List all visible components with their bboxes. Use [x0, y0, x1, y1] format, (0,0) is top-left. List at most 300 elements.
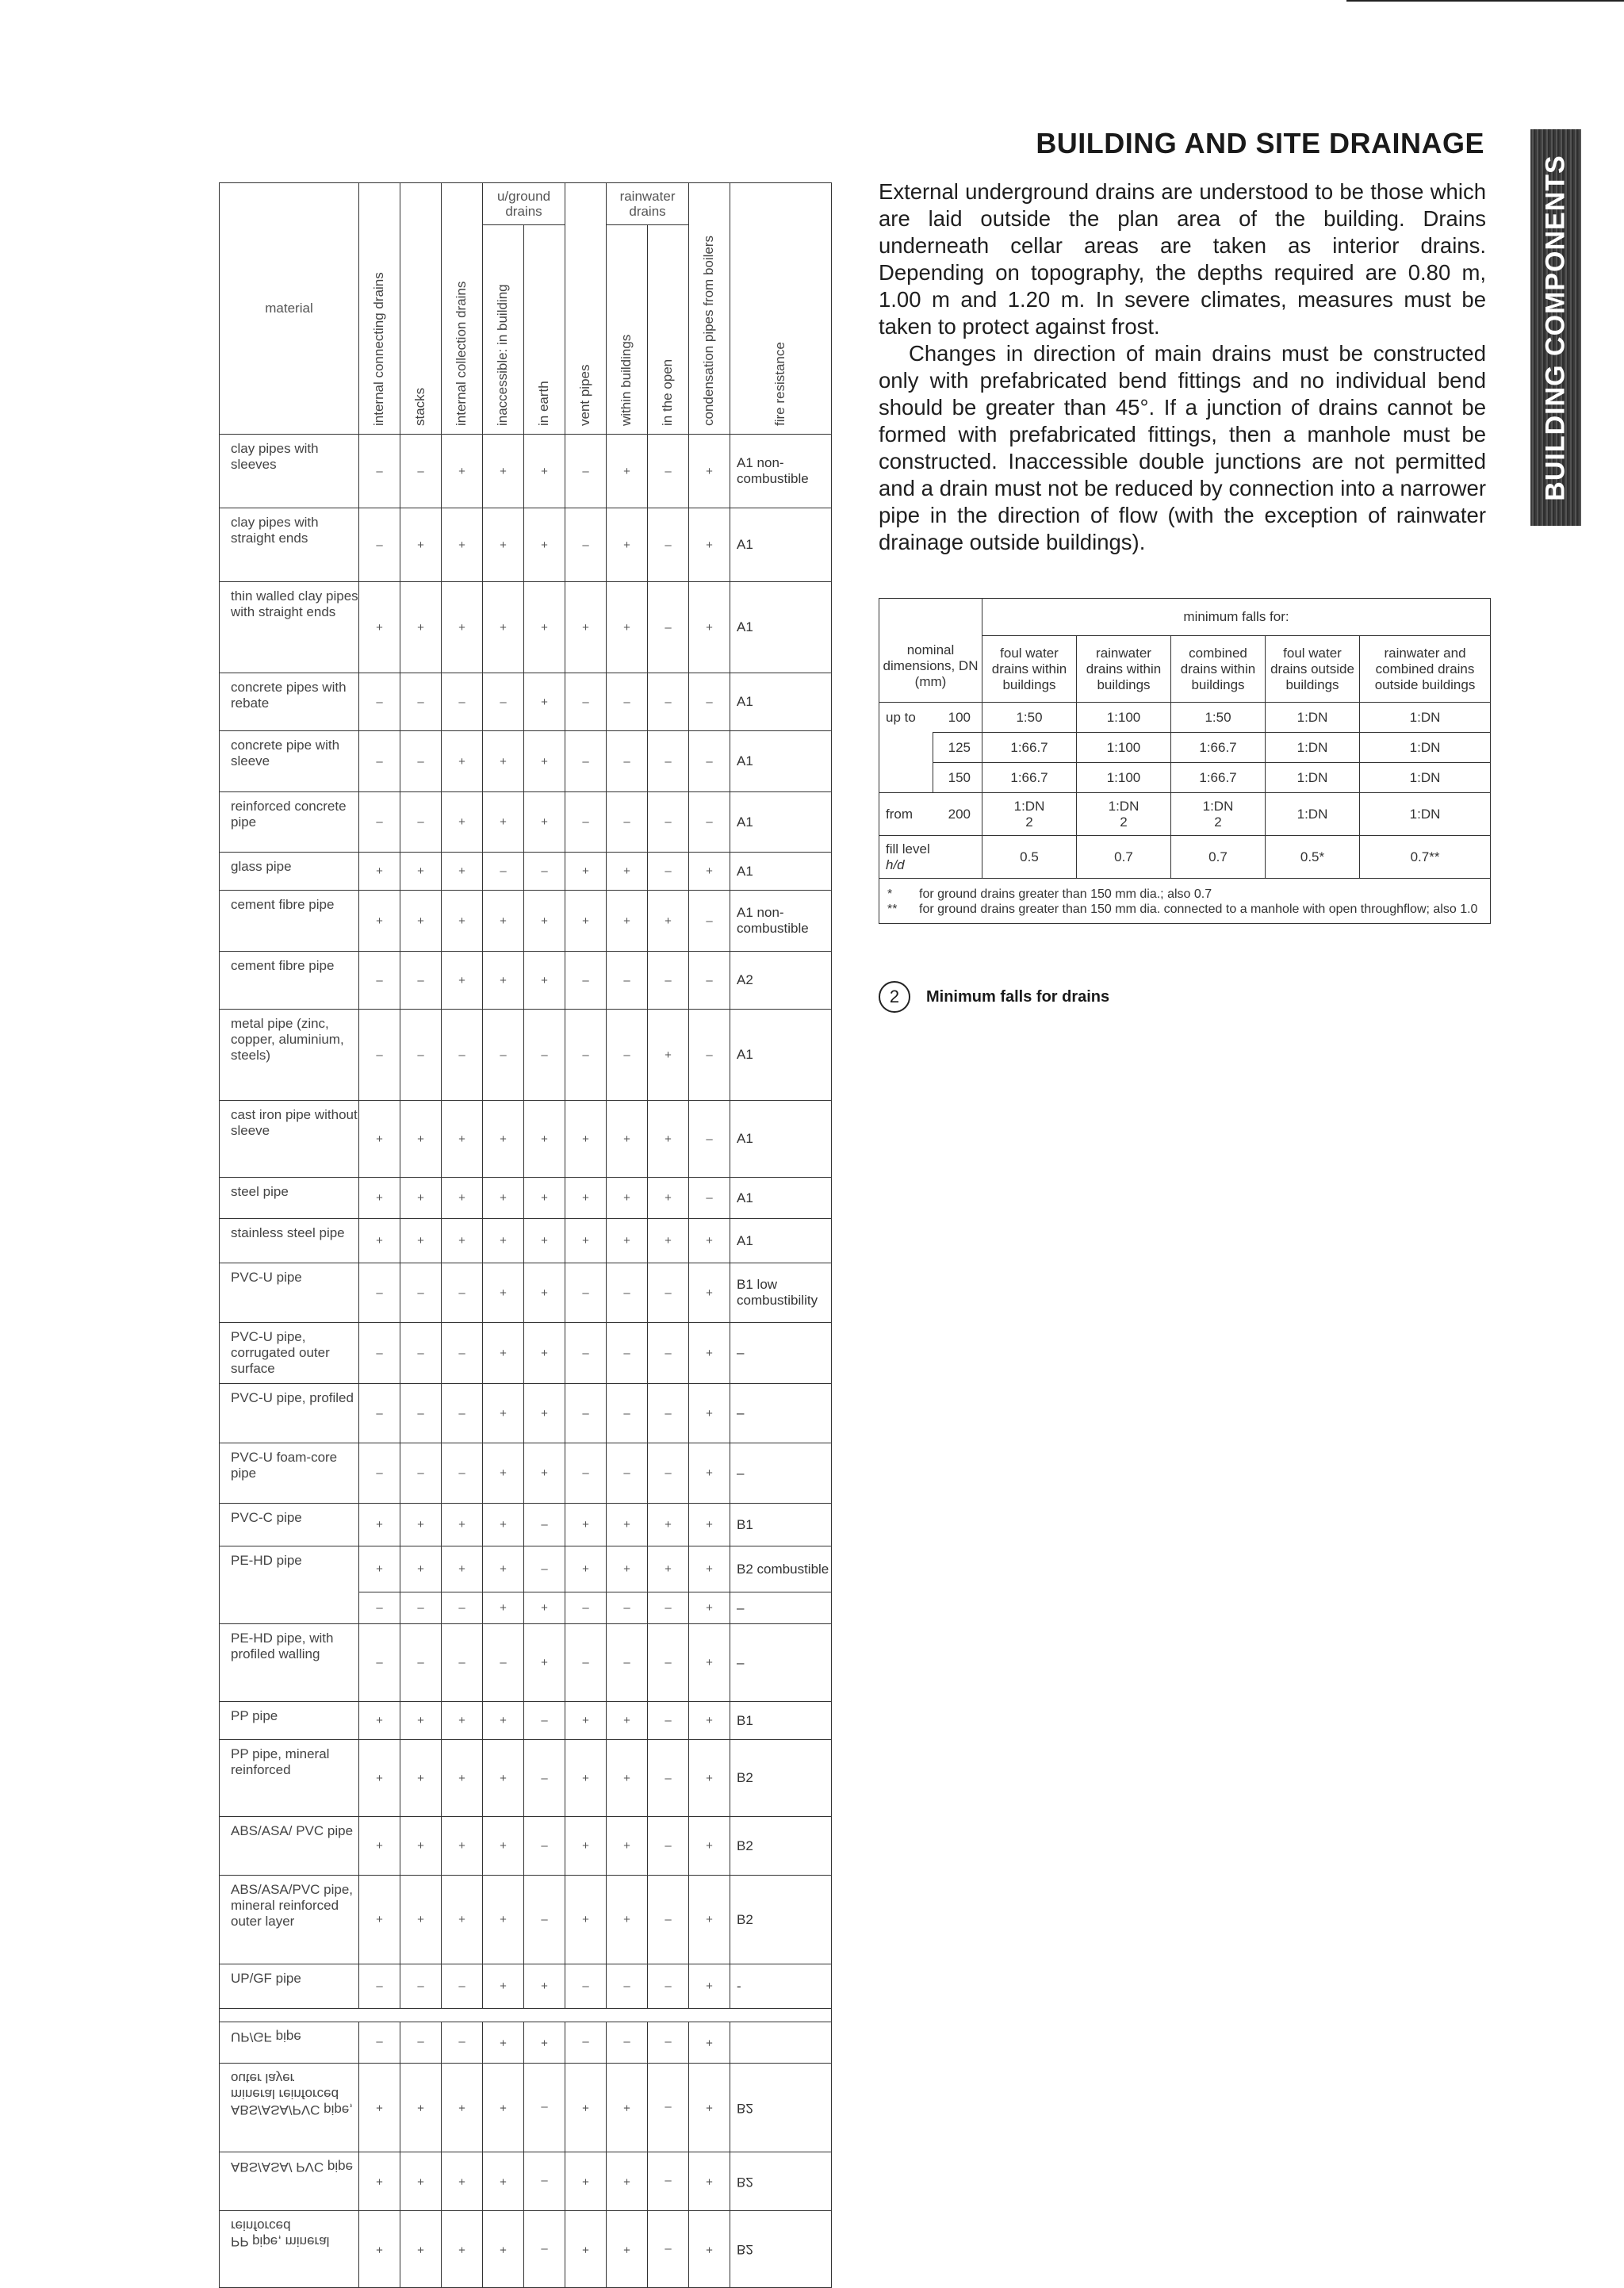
- suitability-cell: +: [565, 1101, 607, 1178]
- material-name: stainless steel pipe: [220, 1219, 359, 1263]
- suitability-cell: +: [689, 2211, 730, 2288]
- suitability-cell: +: [400, 582, 442, 673]
- suitability-cell: +: [442, 435, 483, 508]
- suitability-cell: +: [483, 508, 524, 582]
- suitability-cell: +: [400, 853, 442, 891]
- table-row: [220, 853, 832, 891]
- fire-resistance-cell: B1: [730, 1702, 832, 1740]
- table-row: [220, 1592, 832, 1624]
- suitability-cell: +: [607, 582, 648, 673]
- suitability-cell: +: [565, 853, 607, 891]
- fire-resistance-cell: A1: [730, 853, 832, 891]
- fire-resistance-cell: B2 combustible: [730, 1546, 832, 1592]
- suitability-cell: –: [565, 508, 607, 582]
- footnote-text: for ground drains greater than 150 mm dia. connected to a manhole with open throughflow; also 1.0: [919, 903, 1478, 916]
- suitability-cell: +: [565, 1740, 607, 1817]
- material-name: UP/GF pipe: [220, 2022, 359, 2064]
- suitability-cell: –: [442, 1624, 483, 1702]
- suitability-cell: –: [442, 2022, 483, 2064]
- suitability-cell: +: [689, 2152, 730, 2211]
- suitability-cell: –: [648, 435, 689, 508]
- fire-resistance-cell: A1 non-combustible: [730, 891, 832, 952]
- suitability-cell: +: [524, 582, 565, 673]
- suitability-cell: –: [359, 1263, 400, 1323]
- suitability-cell: +: [689, 1504, 730, 1546]
- suitability-cell: –: [565, 1323, 607, 1384]
- fire-resistance-cell: B2: [730, 1817, 832, 1876]
- suitability-cell: +: [483, 731, 524, 792]
- suitability-cell: +: [442, 1817, 483, 1876]
- material-name: PVC-U pipe, profiled: [220, 1384, 359, 1443]
- table-row: [220, 582, 832, 673]
- suitability-cell: –: [400, 952, 442, 1010]
- suitability-cell: –: [607, 731, 648, 792]
- suitability-cell: –: [607, 1624, 648, 1702]
- suitability-cell: +: [689, 1443, 730, 1504]
- fall-value: 1:DN: [1360, 733, 1491, 763]
- suitability-cell: +: [359, 2211, 400, 2288]
- suitability-cell: +: [524, 792, 565, 853]
- col-header: fire resistance: [730, 183, 832, 435]
- table-row: [220, 1263, 832, 1323]
- suitability-cell: +: [607, 1546, 648, 1592]
- suitability-cell: +: [483, 1817, 524, 1876]
- suitability-cell: –: [689, 952, 730, 1010]
- suitability-cell: –: [359, 1010, 400, 1101]
- suitability-cell: +: [400, 1876, 442, 1964]
- material-name: PVC-U pipe, corrugated outer surface: [220, 1323, 359, 1384]
- suitability-cell: –: [648, 2022, 689, 2064]
- col-header: inaccessible: in building: [483, 225, 524, 435]
- suitability-cell: +: [607, 1740, 648, 1817]
- suitability-cell: –: [359, 1443, 400, 1504]
- suitability-cell: –: [442, 1263, 483, 1323]
- fill-value: 0.7: [1077, 836, 1171, 879]
- material-name: PVC-U foam-core pipe: [220, 1443, 359, 1504]
- suitability-cell: +: [483, 1178, 524, 1219]
- dn-value: 200: [933, 793, 982, 836]
- suitability-cell: +: [442, 1178, 483, 1219]
- fire-resistance-cell: B2: [730, 1876, 832, 1964]
- fire-resistance-cell: –: [730, 1384, 832, 1443]
- suitability-cell: –: [689, 1010, 730, 1101]
- suitability-cell: –: [442, 1964, 483, 2009]
- from-label: from: [879, 793, 933, 836]
- dn-header: nominal dimensions, DN (mm): [879, 599, 982, 703]
- section-tab-label: BUILDING COMPONENTS: [1540, 154, 1571, 501]
- suitability-cell: +: [565, 1546, 607, 1592]
- suitability-cell: +: [607, 2152, 648, 2211]
- suitability-cell: +: [442, 1702, 483, 1740]
- suitability-cell: –: [565, 952, 607, 1010]
- suitability-cell: –: [400, 1384, 442, 1443]
- suitability-cell: +: [689, 1740, 730, 1817]
- suitability-cell: +: [607, 1504, 648, 1546]
- suitability-cell: +: [442, 1101, 483, 1178]
- table-row: [220, 1384, 832, 1443]
- table-row: [220, 1740, 832, 1817]
- material-name: cement fibre pipe: [220, 891, 359, 952]
- suitability-cell: +: [359, 1740, 400, 1817]
- suitability-cell: +: [524, 2022, 565, 2064]
- suitability-cell: +: [648, 1101, 689, 1178]
- fall-value: 1:DN: [1266, 763, 1360, 793]
- suitability-cell: –: [648, 1817, 689, 1876]
- suitability-cell: +: [689, 1546, 730, 1592]
- col-header: in earth: [524, 225, 565, 435]
- material-name: PVC-U pipe: [220, 1263, 359, 1323]
- suitability-cell: –: [607, 1592, 648, 1624]
- suitability-cell: +: [359, 582, 400, 673]
- suitability-cell: –: [607, 792, 648, 853]
- suitability-cell: –: [689, 891, 730, 952]
- fill-value: 0.5*: [1266, 836, 1360, 879]
- table-row: [220, 1101, 832, 1178]
- suitability-cell: +: [524, 1384, 565, 1443]
- suitability-cell: +: [689, 1964, 730, 2009]
- blank-cell: [879, 733, 933, 763]
- suitability-cell: –: [565, 731, 607, 792]
- fire-resistance-cell: A2: [730, 952, 832, 1010]
- material-name: ABS/ASA/PVC pipe, mineral reinforced outer layer: [220, 2064, 359, 2152]
- suitability-cell: +: [483, 1592, 524, 1624]
- suitability-cell: –: [648, 2064, 689, 2152]
- suitability-cell: –: [400, 731, 442, 792]
- fill-level-label: [879, 836, 982, 879]
- suitability-cell: +: [689, 1624, 730, 1702]
- table-row: [220, 1624, 832, 1702]
- material-name: [220, 1592, 359, 1624]
- footnote: [887, 887, 1482, 902]
- suitability-cell: +: [689, 1384, 730, 1443]
- fall-value: 1:100: [1077, 733, 1171, 763]
- suitability-cell: +: [359, 1817, 400, 1876]
- suitability-cell: +: [607, 1101, 648, 1178]
- suitability-cell: +: [607, 2211, 648, 2288]
- fire-resistance-cell: [730, 2022, 832, 2064]
- table-row: [220, 891, 832, 952]
- material-name: PVC-C pipe: [220, 1504, 359, 1546]
- suitability-cell: –: [359, 1384, 400, 1443]
- suitability-cell: –: [648, 731, 689, 792]
- suitability-cell: –: [565, 1263, 607, 1323]
- suitability-cell: –: [442, 1323, 483, 1384]
- suitability-cell: –: [607, 2022, 648, 2064]
- suitability-cell: –: [648, 792, 689, 853]
- suitability-cell: +: [565, 2064, 607, 2152]
- suitability-cell: +: [359, 1546, 400, 1592]
- suitability-cell: +: [359, 853, 400, 891]
- suitability-cell: +: [524, 1263, 565, 1323]
- suitability-cell: +: [689, 1592, 730, 1624]
- suitability-cell: +: [442, 1546, 483, 1592]
- suitability-cell: –: [607, 673, 648, 731]
- suitability-cell: –: [400, 673, 442, 731]
- fall-value: 1:66.7: [982, 733, 1077, 763]
- suitability-cell: +: [442, 1219, 483, 1263]
- suitability-cell: –: [648, 952, 689, 1010]
- suitability-cell: –: [483, 853, 524, 891]
- fire-resistance-cell: B1: [730, 1504, 832, 1546]
- suitability-cell: +: [565, 1876, 607, 1964]
- suitability-cell: –: [648, 1263, 689, 1323]
- suitability-cell: –: [524, 2064, 565, 2152]
- suitability-cell: +: [400, 1219, 442, 1263]
- suitability-cell: –: [359, 731, 400, 792]
- fill-value: 0.7**: [1360, 836, 1491, 879]
- paragraph: External underground drains are understood to be those which are laid outside the plan area of the building. Drains underneath cellar areas are taken as interior drains. Depending on topography, the depths required are 0.80 m, 1.00 m and 1.20 m. In severe climates, measures must be taken to protect against frost.: [879, 179, 1486, 339]
- suitability-cell: +: [648, 1546, 689, 1592]
- col-header: within buildings: [607, 225, 648, 435]
- suitability-cell: +: [607, 435, 648, 508]
- suitability-cell: +: [689, 435, 730, 508]
- figure-caption-text: Minimum falls for drains: [926, 987, 1110, 1006]
- fire-resistance-cell: A1: [730, 1010, 832, 1101]
- fire-resistance-cell: -: [730, 1964, 832, 2009]
- paragraph: Changes in direction of main drains must be constructed only with prefabricated bend fittings and no individual bend should be greater than 45°. If a junction of drains cannot be formed with prefabricated fittings, then a manhole must be constructed. Inaccessible double junctions are not permitted and a drain must not be reduced by connection into a narrower pipe in the direction of flow (with the exception of rainwater drainage outside buildings).: [879, 341, 1486, 554]
- suitability-cell: –: [442, 1592, 483, 1624]
- fill-level-ratio: h/d: [886, 857, 905, 872]
- suitability-cell: –: [483, 1624, 524, 1702]
- col-header: foul water drains outside buildings: [1266, 636, 1360, 703]
- suitability-cell: +: [524, 508, 565, 582]
- suitability-cell: –: [648, 1443, 689, 1504]
- suitability-cell: +: [524, 1178, 565, 1219]
- group-header-rw: rainwater drains: [607, 183, 689, 225]
- fall-value: 1:DN: [1360, 703, 1491, 733]
- footnote-mark: **: [887, 903, 898, 916]
- suitability-cell: –: [524, 2152, 565, 2211]
- suitability-cell: –: [648, 582, 689, 673]
- suitability-cell: +: [689, 2064, 730, 2152]
- suitability-cell: +: [359, 2152, 400, 2211]
- suitability-cell: +: [400, 2152, 442, 2211]
- dn-value: 100: [933, 703, 982, 733]
- col-header: vent pipes: [565, 183, 607, 435]
- suitability-cell: +: [648, 1219, 689, 1263]
- suitability-cell: –: [689, 1178, 730, 1219]
- suitability-cell: –: [648, 1384, 689, 1443]
- fall-value: 1:DN: [1266, 703, 1360, 733]
- blank-cell: [879, 763, 933, 793]
- table-row: [220, 1219, 832, 1263]
- suitability-cell: +: [442, 2211, 483, 2288]
- table-row: [220, 2064, 832, 2152]
- suitability-cell: –: [648, 1624, 689, 1702]
- fall-value: 1:50: [1171, 703, 1266, 733]
- suitability-cell: +: [483, 1876, 524, 1964]
- suitability-cell: –: [607, 1384, 648, 1443]
- suitability-cell: +: [524, 1323, 565, 1384]
- suitability-cell: +: [483, 2064, 524, 2152]
- suitability-cell: –: [565, 1592, 607, 1624]
- table-row: [220, 792, 832, 853]
- suitability-cell: –: [524, 1504, 565, 1546]
- suitability-cell: –: [442, 1010, 483, 1101]
- fire-resistance-cell: A1: [730, 673, 832, 731]
- body-text: [879, 178, 1486, 556]
- fire-resistance-cell: A1: [730, 1219, 832, 1263]
- suitability-cell: –: [524, 2211, 565, 2288]
- fire-resistance-cell: B2: [730, 2064, 832, 2152]
- suitability-cell: +: [400, 508, 442, 582]
- suitability-cell: +: [400, 891, 442, 952]
- suitability-cell: –: [565, 1624, 607, 1702]
- table-row: [220, 435, 832, 508]
- fill-level-text: fill level: [886, 841, 930, 857]
- material-name: glass pipe: [220, 853, 359, 891]
- suitability-cell: +: [607, 1178, 648, 1219]
- fall-value: 1:DN: [1266, 733, 1360, 763]
- suitability-cell: +: [483, 1101, 524, 1178]
- suitability-cell: –: [359, 1624, 400, 1702]
- material-name: cement fibre pipe: [220, 952, 359, 1010]
- suitability-cell: –: [648, 1740, 689, 1817]
- suitability-cell: +: [483, 891, 524, 952]
- suitability-cell: +: [524, 1964, 565, 2009]
- suitability-cell: –: [359, 1592, 400, 1624]
- suitability-cell: +: [483, 1443, 524, 1504]
- col-header: internal collection drains: [442, 183, 483, 435]
- suitability-cell: +: [565, 1817, 607, 1876]
- table-row: [220, 2022, 832, 2064]
- suitability-cell: +: [400, 2064, 442, 2152]
- table-row: [220, 731, 832, 792]
- suitability-cell: –: [524, 1740, 565, 1817]
- suitability-cell: –: [359, 435, 400, 508]
- suitability-cell: +: [483, 2152, 524, 2211]
- suitability-cell: –: [565, 2022, 607, 2064]
- suitability-cell: +: [565, 1219, 607, 1263]
- separator-cell: [220, 2009, 832, 2022]
- group-header-ug: u/ground drains: [483, 183, 565, 225]
- footnote-text: for ground drains greater than 150 mm dia.; also 0.7: [919, 887, 1212, 901]
- suitability-cell: –: [689, 673, 730, 731]
- material-name: ABS/ASA/PVC pipe, mineral reinforced outer layer: [220, 1876, 359, 1964]
- fall-value: 1:DN: [1360, 793, 1491, 836]
- min-falls-header: minimum falls for:: [982, 599, 1491, 636]
- min-falls-table: [879, 598, 1491, 924]
- fire-resistance-cell: –: [730, 1592, 832, 1624]
- suitability-cell: +: [483, 1702, 524, 1740]
- table-row: [220, 1702, 832, 1740]
- figure-number: 2: [879, 981, 910, 1013]
- suitability-cell: +: [359, 1876, 400, 1964]
- suitability-cell: +: [607, 1817, 648, 1876]
- suitability-cell: +: [483, 1740, 524, 1817]
- figure-caption: [879, 981, 1109, 1013]
- material-name: thin walled clay pipes with straight ends: [220, 582, 359, 673]
- suitability-cell: +: [442, 853, 483, 891]
- suitability-cell: –: [565, 1384, 607, 1443]
- suitability-cell: –: [648, 1702, 689, 1740]
- fire-resistance-cell: B1 low combustibility: [730, 1263, 832, 1323]
- suitability-cell: +: [524, 1101, 565, 1178]
- suitability-cell: +: [689, 1702, 730, 1740]
- fill-value: 0.7: [1171, 836, 1266, 879]
- suitability-cell: +: [359, 1219, 400, 1263]
- fire-resistance-cell: B2: [730, 2211, 832, 2288]
- suitability-cell: +: [607, 891, 648, 952]
- suitability-cell: +: [442, 1740, 483, 1817]
- suitability-cell: +: [524, 1624, 565, 1702]
- suitability-cell: –: [483, 673, 524, 731]
- material-header: material: [220, 183, 359, 435]
- suitability-cell: +: [483, 792, 524, 853]
- suitability-cell: –: [400, 1624, 442, 1702]
- suitability-cell: +: [607, 508, 648, 582]
- suitability-cell: +: [648, 1178, 689, 1219]
- col-header: stacks: [400, 183, 442, 435]
- suitability-cell: +: [524, 1443, 565, 1504]
- material-name: UP/GF pipe: [220, 1964, 359, 2009]
- suitability-cell: +: [400, 1702, 442, 1740]
- suitability-cell: +: [689, 1219, 730, 1263]
- suitability-cell: –: [400, 1592, 442, 1624]
- fire-resistance-cell: A1: [730, 582, 832, 673]
- material-name: steel pipe: [220, 1178, 359, 1219]
- fire-resistance-cell: A1: [730, 1101, 832, 1178]
- suitability-cell: +: [483, 1546, 524, 1592]
- suitability-cell: –: [648, 1876, 689, 1964]
- suitability-cell: +: [483, 2211, 524, 2288]
- top-rule: [1346, 0, 1624, 2]
- col-header: rainwater and combined drains outside buildings: [1360, 636, 1491, 703]
- fire-resistance-cell: –: [730, 1443, 832, 1504]
- separator-row: [220, 2009, 832, 2022]
- fire-resistance-cell: A1: [730, 731, 832, 792]
- fall-value: 1:DN 2: [1171, 793, 1266, 836]
- suitability-cell: –: [524, 853, 565, 891]
- suitability-cell: +: [400, 1504, 442, 1546]
- suitability-cell: +: [524, 435, 565, 508]
- suitability-cell: +: [483, 1964, 524, 2009]
- material-name: cast iron pipe without sleeve: [220, 1101, 359, 1178]
- table-row: [220, 1817, 832, 1876]
- suitability-cell: –: [442, 1384, 483, 1443]
- fall-value: 1:100: [1077, 763, 1171, 793]
- material-name: PE-HD pipe, with profiled walling: [220, 1624, 359, 1702]
- col-header: internal connecting drains: [359, 183, 400, 435]
- suitability-cell: –: [689, 1101, 730, 1178]
- suitability-cell: –: [400, 1964, 442, 2009]
- suitability-cell: –: [400, 1010, 442, 1101]
- suitability-cell: +: [689, 853, 730, 891]
- suitability-cell: –: [400, 1443, 442, 1504]
- fall-value: 1:66.7: [1171, 733, 1266, 763]
- fall-value: 1:66.7: [1171, 763, 1266, 793]
- suitability-cell: +: [359, 1101, 400, 1178]
- suitability-cell: +: [648, 891, 689, 952]
- suitability-cell: +: [483, 435, 524, 508]
- table-row: [220, 1010, 832, 1101]
- suitability-cell: +: [565, 1702, 607, 1740]
- suitability-cell: –: [648, 1592, 689, 1624]
- suitability-cell: +: [689, 1876, 730, 1964]
- suitability-cell: –: [607, 1263, 648, 1323]
- fall-value: 1:DN: [1360, 763, 1491, 793]
- fill-value: 0.5: [982, 836, 1077, 879]
- material-name: PP pipe, mineral reinforced: [220, 2211, 359, 2288]
- suitability-cell: +: [442, 731, 483, 792]
- footnote: [887, 902, 1482, 917]
- table-notes: [879, 879, 1491, 924]
- suitability-cell: +: [359, 1178, 400, 1219]
- suitability-cell: +: [483, 1504, 524, 1546]
- suitability-cell: +: [648, 1504, 689, 1546]
- suitability-cell: –: [524, 1702, 565, 1740]
- suitability-cell: +: [442, 1876, 483, 1964]
